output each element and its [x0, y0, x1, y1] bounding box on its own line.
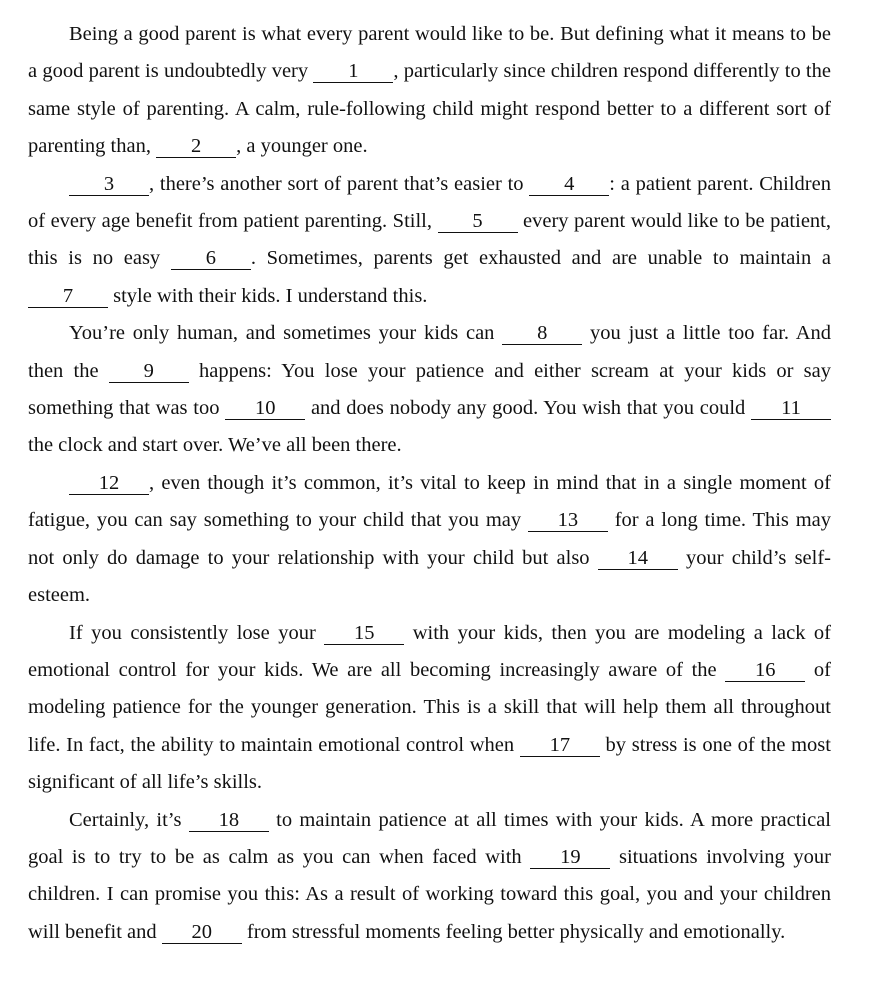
blank-number: 5 — [438, 210, 518, 233]
blank-number: 19 — [530, 846, 610, 869]
passage-text: by stress is one of the most significant of all life’s skills. — [28, 733, 831, 794]
blank-number: 18 — [189, 809, 269, 832]
passage-text: Certainly, it’s — [69, 808, 189, 831]
blank-number: 9 — [109, 360, 189, 383]
passage-text: every parent would like to be patient, this is no easy — [28, 210, 831, 270]
passage-text: , a younger one. — [236, 135, 368, 158]
blank-number: 12 — [69, 472, 149, 495]
passage-text: situations involving your children. I can promise you this: As a result of working toward this goal, you and your children will benefit and — [28, 845, 831, 943]
blank-number: 3 — [69, 173, 149, 196]
passage-text: . Sometimes, parents get exhausted and are unable to maintain a — [250, 247, 831, 270]
blank-number: 17 — [520, 734, 600, 757]
paragraph — [28, 315, 831, 465]
blank-number: 8 — [502, 322, 582, 345]
passage-text: You’re only human, and sometimes your kids can — [69, 322, 503, 345]
blank-number: 15 — [324, 622, 404, 645]
passage-text: Being a good parent is what every parent would like to be. But defining what it means to be a good parent is undoubtedly very — [28, 23, 831, 83]
blank-number: 13 — [528, 509, 608, 532]
passage-text: , even though it’s common, it’s vital to keep in mind that in a single moment of fatigue, you can say something to your child that you may — [28, 471, 831, 532]
blank-number: 4 — [529, 173, 609, 196]
blank-number: 6 — [171, 247, 251, 270]
paragraph — [28, 166, 831, 316]
blank-number: 11 — [751, 397, 831, 420]
paragraph — [28, 16, 831, 166]
blank-number: 10 — [225, 397, 305, 420]
passage-text: , there’s another sort of parent that’s easier to — [149, 172, 530, 195]
passage-text: style with their kids. I understand this. — [108, 284, 428, 307]
passage-text: , particularly since children respond differently to the same style of parenting. A calm, rule-following child might respond better to a different sort of parenting than, — [28, 60, 831, 158]
blank-number: 20 — [162, 921, 242, 944]
blank-number: 1 — [313, 60, 393, 83]
blank-number: 7 — [28, 285, 108, 308]
passage-text: the clock and start over. We’ve all been there. — [28, 434, 402, 457]
passage-text: and does nobody any good. You wish that you could — [305, 397, 752, 420]
paragraph — [28, 615, 831, 802]
passage-text: : a patient parent. Children of every age benefit from patient parenting. Still, — [28, 172, 831, 233]
passage-text: you just a little too far. And then the — [28, 322, 831, 382]
paragraph — [28, 465, 831, 615]
blank-number: 16 — [725, 659, 805, 682]
passage-text: to maintain patience at all times with your kids. A more practical goal is to try to be as calm as you can when faced with — [28, 808, 831, 868]
passage-text: your child’s self-esteem. — [28, 546, 831, 607]
blank-number: 2 — [156, 135, 236, 158]
passage-text: for a long time. This may not only do damage to your relationship with your child but also — [28, 509, 831, 569]
paragraph — [28, 802, 831, 952]
passage-text: happens: You lose your patience and either scream at your kids or say something that was too — [28, 359, 831, 420]
passage-text: of modeling patience for the younger generation. This is a skill that will help them all throughout life. In fact, the ability to maintain emotional control when — [28, 658, 831, 756]
blank-number: 14 — [598, 547, 678, 570]
passage-text: from stressful moments feeling better physically and emotionally. — [241, 920, 786, 943]
passage-text: If you consistently lose your — [69, 621, 325, 644]
passage-text: with your kids, then you are modeling a lack of emotional control for your kids. We are all becoming increasingly aware of the — [28, 621, 831, 681]
